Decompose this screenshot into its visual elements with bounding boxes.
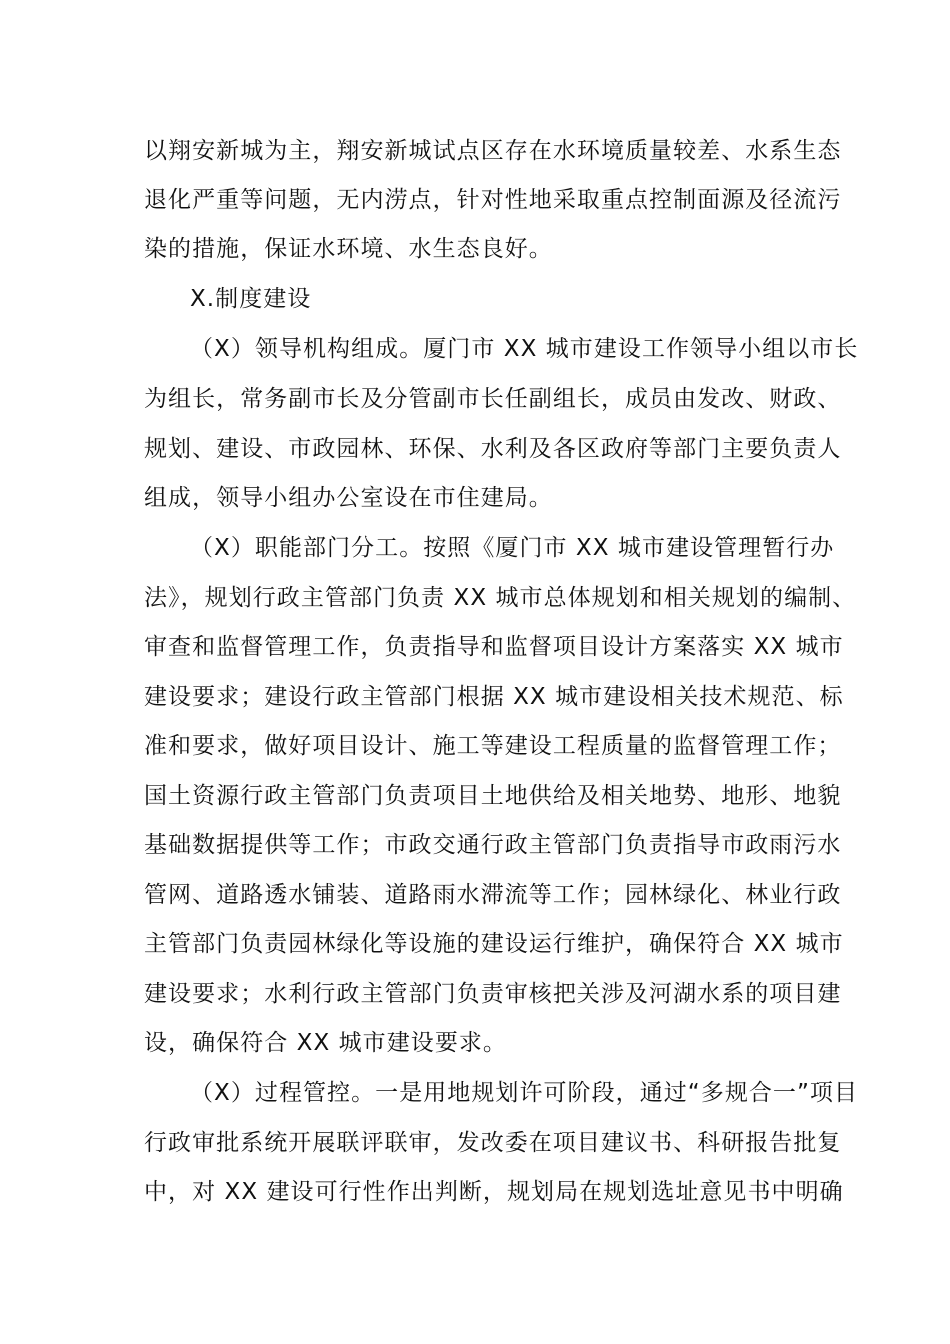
paragraph-line: （X）职能部门分工。按照《厦门市 XX 城市建设管理暂行办 [190, 535, 835, 561]
paragraph-line: 为组长，常务副市长及分管副市长任副组长，成员由发改、财政、 [144, 386, 842, 412]
paragraph-line: （X）过程管控。一是用地规划许可阶段，通过“多规合一”项目 [190, 1080, 859, 1106]
paragraph-line: 退化严重等问题，无内涝点，针对性地采取重点控制面源及径流污 [144, 187, 842, 213]
paragraph-line: 国土资源行政主管部门负责项目土地供给及相关地势、地形、地貌 [144, 783, 842, 809]
paragraph-line: 主管部门负责园林绿化等设施的建设运行维护，确保符合 XX 城市 [144, 931, 844, 957]
paragraph-line: 管网、道路透水铺装、道路雨水滞流等工作；园林绿化、林业行政 [144, 882, 842, 908]
paragraph-line: 组成，领导小组办公室设在市住建局。 [144, 485, 553, 511]
paragraph-line: 准和要求，做好项目设计、施工等建设工程质量的监督管理工作； [144, 733, 842, 759]
paragraph-line: 建设要求；建设行政主管部门根据 XX 城市建设相关技术规范、标 [144, 684, 844, 710]
paragraph-line: 规划、建设、市政园林、环保、水利及各区政府等部门主要负责人 [144, 436, 842, 462]
paragraph-line: 染的措施，保证水环境、水生态良好。 [144, 236, 553, 262]
paragraph-line: （X）领导机构组成。厦门市 XX 城市建设工作领导小组以市长 [190, 336, 859, 362]
paragraph-line: 基础数据提供等工作；市政交通行政主管部门负责指导市政雨污水 [144, 832, 842, 858]
paragraph-line: 建设要求；水利行政主管部门负责审核把关涉及河湖水系的项目建 [144, 981, 842, 1007]
paragraph-line: 法》，规划行政主管部门负责 XX 城市总体规划和相关规划的编制、 [144, 585, 857, 611]
section-heading: X.制度建设 [190, 286, 312, 312]
paragraph-line: 以翔安新城为主，翔安新城试点区存在水环境质量较差、水系生态 [144, 138, 842, 164]
paragraph-line: 行政审批系统开展联评联审，发改委在项目建议书、科研报告批复 [144, 1130, 842, 1156]
paragraph-line: 审查和监督管理工作，负责指导和监督项目设计方案落实 XX 城市 [144, 634, 844, 660]
paragraph-line: 设，确保符合 XX 城市建设要求。 [144, 1030, 507, 1056]
paragraph-line: 中，对 XX 建设可行性作出判断，规划局在规划选址意见书中明确 [144, 1179, 844, 1205]
